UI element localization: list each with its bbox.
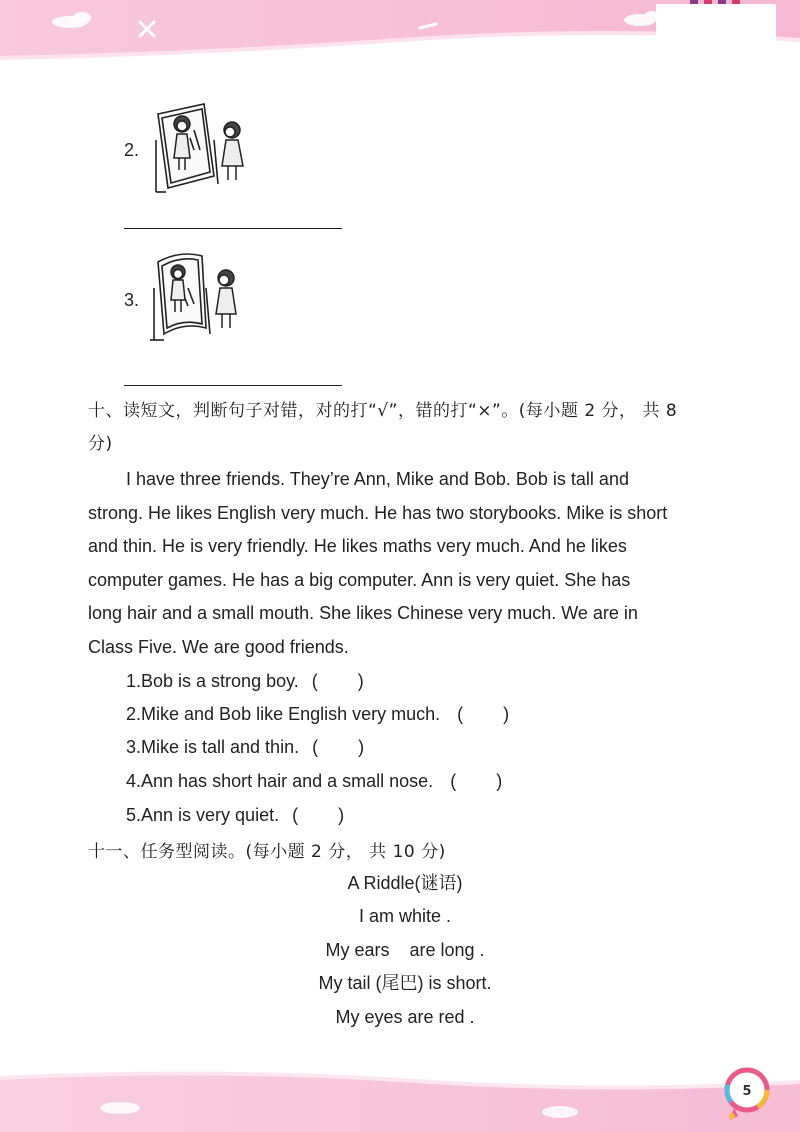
mirror-girls-picture (144, 100, 254, 196)
passage-line: Class Five. We are good friends. (88, 637, 349, 657)
question-text: 3.Mike is tall and thin. (126, 737, 300, 757)
question-text: 2.Mike and Bob like English very much. (126, 704, 441, 724)
riddle-title: A Riddle(谜语) (347, 873, 463, 893)
answer-bracket[interactable]: ( ) (450, 771, 503, 791)
question-2 (126, 702, 521, 726)
question-text: 4.Ann has short hair and a small nose. (126, 771, 434, 791)
page-number: 5 (742, 1084, 752, 1099)
passage-line: long hair and a small mouth. She likes Chinese very much. We are in (88, 603, 638, 623)
answer-bracket[interactable]: ( ) (311, 671, 364, 691)
passage-line: I have three friends. They’re Ann, Mike and Bob. Bob is tall and (126, 469, 629, 489)
item-2-answer-line[interactable] (124, 228, 342, 229)
answer-bracket[interactable]: ( ) (292, 805, 345, 825)
page-number-badge (720, 1064, 774, 1124)
question-text: 5.Ann is very quiet. (126, 805, 280, 825)
riddle-line: My ears are long . (325, 940, 485, 960)
passage-line: and thin. He is very friendly. He likes maths very much. And he likes (88, 536, 627, 556)
riddle-line: My tail (尾巴) is short. (318, 973, 492, 993)
section-11-heading: 十一、任务型阅读。(每小题 2 分， 共 10 分) (88, 842, 446, 862)
section-10-heading: 十、读短文，判断句子对错，对的打“√”，错的打“×”。(每小题 2 分， 共 8 (88, 401, 678, 421)
question-3 (126, 735, 372, 759)
item-2-number: 2. (124, 140, 140, 160)
bottom-decorative-banner (0, 1068, 800, 1132)
question-5 (126, 803, 352, 827)
mirror-girls-picture (140, 248, 250, 348)
question-4 (126, 769, 514, 793)
answer-bracket[interactable]: ( ) (457, 704, 510, 724)
question-text: 1.Bob is a strong boy. (126, 671, 299, 691)
passage-line: strong. He likes English very much. He has two storybooks. Mike is short (88, 503, 668, 523)
answer-bracket[interactable]: ( ) (312, 737, 365, 757)
item-3-answer-line[interactable] (124, 385, 342, 386)
section-10-heading-cont: 分) (88, 434, 113, 454)
item-3-number: 3. (124, 290, 140, 310)
question-1 (126, 669, 372, 693)
top-decorative-banner (0, 0, 800, 64)
passage-line: computer games. He has a big computer. Ann is very quiet. She has (88, 570, 631, 590)
riddle-line: I am white . (358, 906, 452, 926)
riddle-line: My eyes are red . (335, 1007, 475, 1027)
